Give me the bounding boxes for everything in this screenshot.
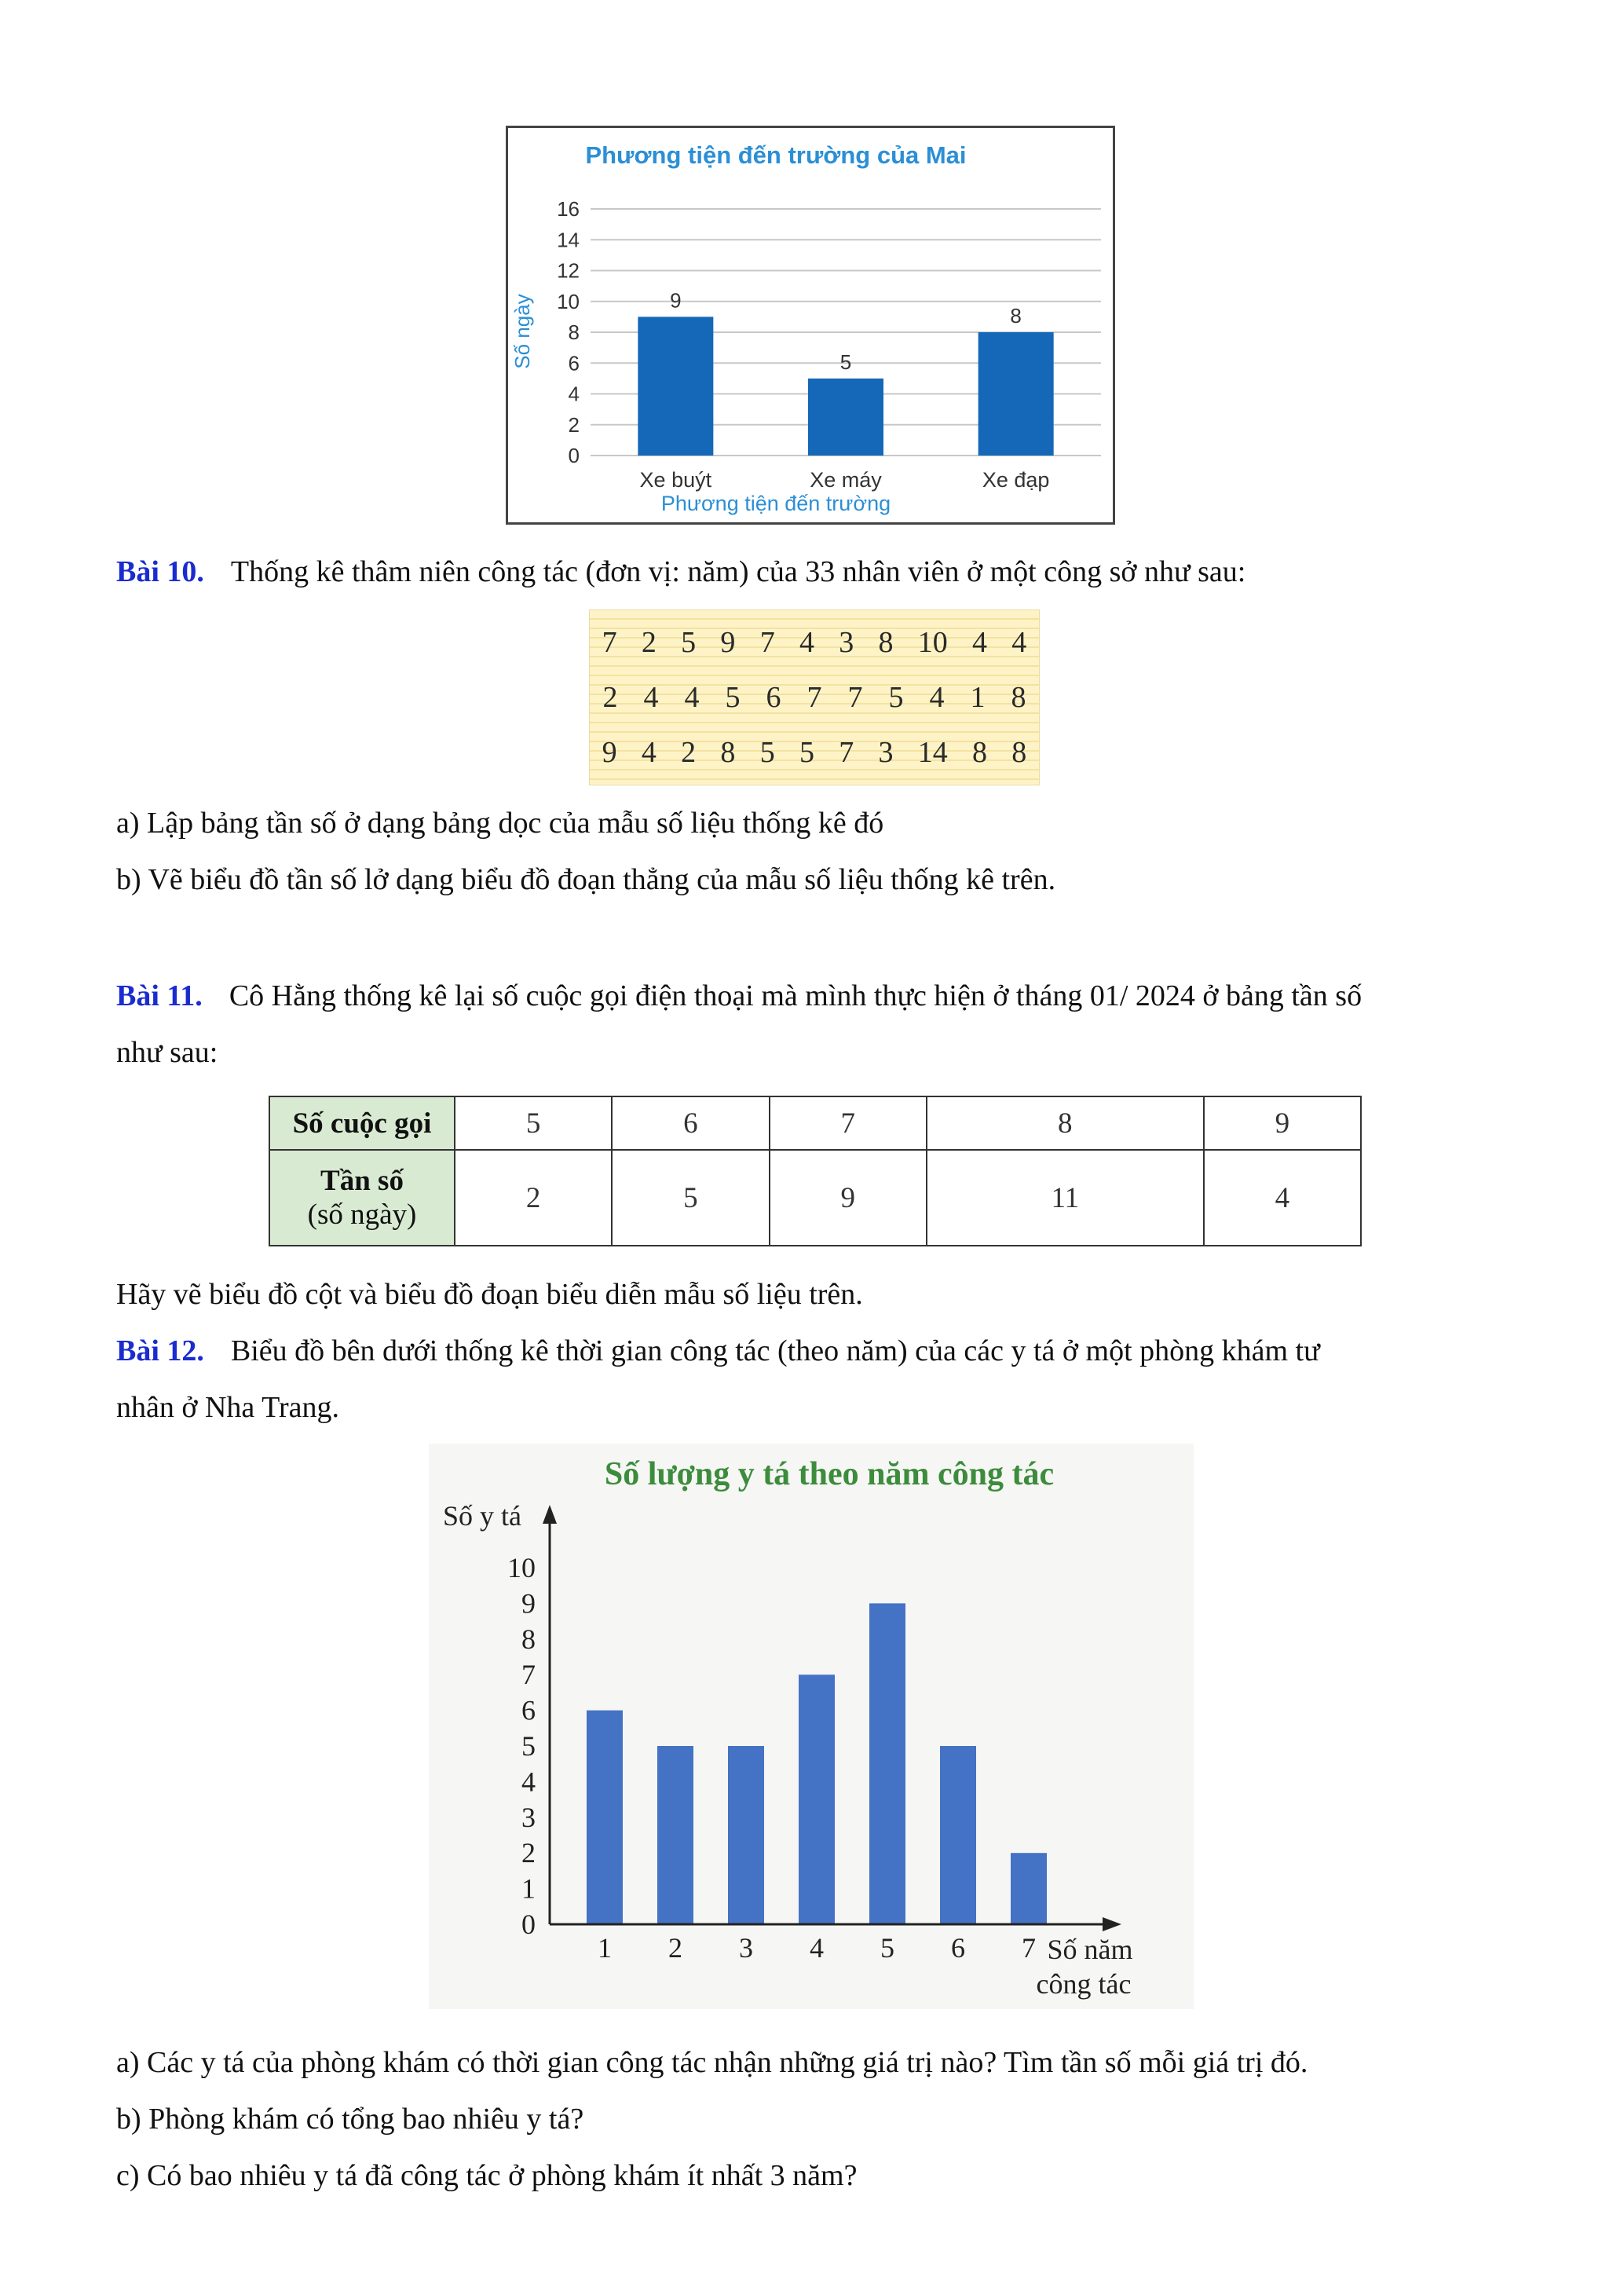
chart2-ytick: 1 — [521, 1872, 536, 1905]
bai10-label: Bài 10. — [116, 555, 204, 588]
chart1-ytick: 14 — [557, 228, 580, 252]
bai11-frequency-table — [269, 1096, 1362, 1246]
data-value: 14 — [917, 736, 948, 769]
chart1-category-label: Xe đạp — [982, 468, 1050, 492]
bai10-data-strip — [589, 609, 1040, 785]
chart1-ytick: 16 — [557, 197, 580, 221]
data-value: 7 — [759, 626, 775, 659]
chart2-bar — [940, 1746, 976, 1924]
bai12-text-line2: nhân ở Nha Trang. — [116, 1391, 339, 1424]
table-header-frequency-main: Tần số — [320, 1165, 404, 1197]
chart2-ytick: 3 — [521, 1801, 536, 1833]
table-cell: 11 — [927, 1150, 1204, 1246]
chart1-ytick: 8 — [568, 320, 580, 344]
chart2-category-label: 1 — [598, 1932, 612, 1964]
bai11-text-line1: Cô Hằng thống kê lại số cuộc gọi điện thoại mà mình thực hiện ở tháng 01/ 2024 ở bảng tần số — [229, 979, 1362, 1012]
bai12-question-a: a) Các y tá của phòng khám có thời gian công tác nhận những giá trị nào? Tìm tần số mỗi giá trị đó. — [116, 2046, 1308, 2079]
table-cell: 2 — [455, 1150, 612, 1246]
chart2-bar — [1011, 1853, 1047, 1924]
table-cell: 4 — [1204, 1150, 1361, 1246]
chart1-frame — [507, 127, 1114, 524]
data-value: 5 — [888, 681, 904, 714]
table-cell: 6 — [612, 1096, 769, 1150]
table-cell: 9 — [1204, 1096, 1361, 1150]
data-value: 3 — [878, 736, 894, 769]
chart2-bar — [657, 1746, 693, 1924]
chart2-x-axis-arrow — [1103, 1917, 1121, 1931]
data-value: 4 — [929, 681, 945, 714]
chart1-ylabel: Số ngày — [510, 294, 534, 369]
data-value: 4 — [641, 736, 657, 769]
bai10-text: Thống kê thâm niên công tác (đơn vị: năm) của 33 nhân viên ở một công sở như sau: — [230, 555, 1246, 588]
chart2-xlabel-line1: Số năm — [1047, 1934, 1133, 1965]
table-row — [269, 1096, 1361, 1150]
data-value: 9 — [720, 626, 736, 659]
chart1-bar — [808, 379, 883, 456]
chart2-category-label: 3 — [739, 1932, 753, 1964]
chart1-ytick: 6 — [568, 351, 580, 375]
bai12-question-b: b) Phòng khám có tổng bao nhiêu y tá? — [116, 2103, 584, 2136]
chart2-ytick: 10 — [507, 1552, 536, 1583]
chart1-category-label: Xe buýt — [639, 468, 712, 492]
chart2-ytick: 8 — [521, 1623, 536, 1655]
chart2-ytick: 0 — [521, 1909, 536, 1940]
chart2-bar — [869, 1603, 905, 1924]
data-value: 8 — [720, 736, 736, 769]
chart1-ytick: 12 — [557, 258, 580, 283]
chart2-ytick: 7 — [521, 1659, 536, 1691]
data-value: 4 — [643, 681, 659, 714]
bai10-question-a: a) Lập bảng tần số ở dạng bảng dọc của mẫu số liệu thống kê đó — [116, 807, 884, 840]
table-cell: 7 — [770, 1096, 927, 1150]
chart2-bar — [728, 1746, 764, 1924]
chart2-category-label: 5 — [880, 1932, 894, 1964]
chart2-category-label: 7 — [1022, 1932, 1036, 1964]
chart2-ytick: 5 — [521, 1730, 536, 1762]
chart2-ytick: 9 — [521, 1587, 536, 1620]
data-value: 10 — [917, 626, 948, 659]
table-cell: 5 — [455, 1096, 612, 1150]
data-value: 8 — [1011, 736, 1027, 769]
data-value: 7 — [847, 681, 863, 714]
chart2-category-label: 4 — [810, 1932, 824, 1964]
table-header-calls: Số cuộc gọi — [269, 1096, 455, 1150]
chart1-bar — [638, 317, 713, 456]
data-value: 8 — [878, 626, 894, 659]
data-value: 9 — [602, 736, 617, 769]
table-cell: 9 — [770, 1150, 927, 1246]
data-value: 4 — [799, 626, 814, 659]
transport-bar-chart — [506, 126, 1115, 525]
bai12-intro — [116, 1323, 1506, 1379]
nurses-bar-chart — [429, 1444, 1194, 2009]
data-value: 8 — [972, 736, 988, 769]
table-row — [269, 1150, 1361, 1246]
data-value: 4 — [972, 626, 988, 659]
chart1-title: Phương tiện đến trường của Mai — [585, 141, 967, 169]
chart1-value-label: 9 — [670, 288, 682, 313]
data-value: 7 — [839, 736, 854, 769]
bai10-intro — [116, 544, 1506, 600]
bai12-text-line1: Biểu đồ bên dưới thống kê thời gian công tác (theo năm) của các y tá ở một phòng khám tư — [230, 1334, 1320, 1367]
bai11-label: Bài 11. — [116, 979, 203, 1012]
chart1-category-label: Xe máy — [810, 468, 882, 492]
data-value: 7 — [602, 626, 617, 659]
data-value: 4 — [684, 681, 700, 714]
data-value: 5 — [725, 681, 741, 714]
bai11-task: Hãy vẽ biểu đồ cột và biểu đồ đoạn biểu diễn mẫu số liệu trên. — [116, 1278, 863, 1311]
chart2-ytick: 6 — [521, 1694, 536, 1726]
data-value: 8 — [1011, 681, 1026, 714]
chart1-ytick: 2 — [568, 412, 580, 437]
chart1-bar — [978, 332, 1054, 456]
bai11-intro — [116, 968, 1506, 1024]
chart2-ytick: 4 — [521, 1766, 536, 1798]
chart2-category-label: 2 — [668, 1932, 682, 1964]
bai12-question-c: c) Có bao nhiêu y tá đã công tác ở phòng khám ít nhất 3 năm? — [116, 2159, 858, 2192]
chart2-category-label: 6 — [951, 1932, 965, 1964]
table-cell: 8 — [927, 1096, 1204, 1150]
data-value: 4 — [1011, 626, 1027, 659]
table-cell: 5 — [612, 1150, 769, 1246]
data-value: 5 — [759, 736, 775, 769]
data-value: 3 — [839, 626, 854, 659]
chart1-value-label: 5 — [839, 350, 852, 374]
chart2-ytick: 2 — [521, 1837, 536, 1869]
chart1-value-label: 8 — [1010, 304, 1022, 328]
chart2-bar — [799, 1675, 835, 1924]
bai11-text-line2: như sau: — [116, 1036, 218, 1069]
data-value: 1 — [970, 681, 986, 714]
bai10-data-row-3 — [590, 725, 1039, 780]
chart1-ytick: 0 — [568, 444, 580, 467]
bai12-label: Bài 12. — [116, 1334, 204, 1367]
bai10-data-row-2 — [590, 670, 1039, 725]
chart2-ylabel: Số y tá — [443, 1500, 522, 1532]
data-value: 7 — [807, 681, 822, 714]
data-value: 6 — [766, 681, 781, 714]
data-value: 2 — [641, 626, 657, 659]
chart2-xlabel-line2: công tác — [1036, 1968, 1132, 2000]
bai10-data-row-1 — [590, 615, 1039, 670]
chart1-ytick: 10 — [557, 289, 580, 313]
chart1-xlabel: Phương tiện đến trường — [660, 492, 891, 515]
data-value: 5 — [799, 736, 814, 769]
bai10-question-b: b) Vẽ biểu đồ tần số lở dạng biểu đồ đoạn thẳng của mẫu số liệu thống kê trên. — [116, 863, 1056, 896]
chart2-title: Số lượng y tá theo năm công tác — [604, 1456, 1055, 1492]
table-header-frequency-sub: (số ngày) — [307, 1199, 417, 1231]
data-value: 2 — [602, 681, 618, 714]
table-header-frequency — [269, 1150, 455, 1246]
data-value: 5 — [681, 626, 697, 659]
chart2-bar — [587, 1711, 623, 1924]
chart2-y-axis-arrow — [543, 1505, 557, 1524]
chart1-ytick: 4 — [568, 382, 580, 406]
data-value: 2 — [681, 736, 697, 769]
